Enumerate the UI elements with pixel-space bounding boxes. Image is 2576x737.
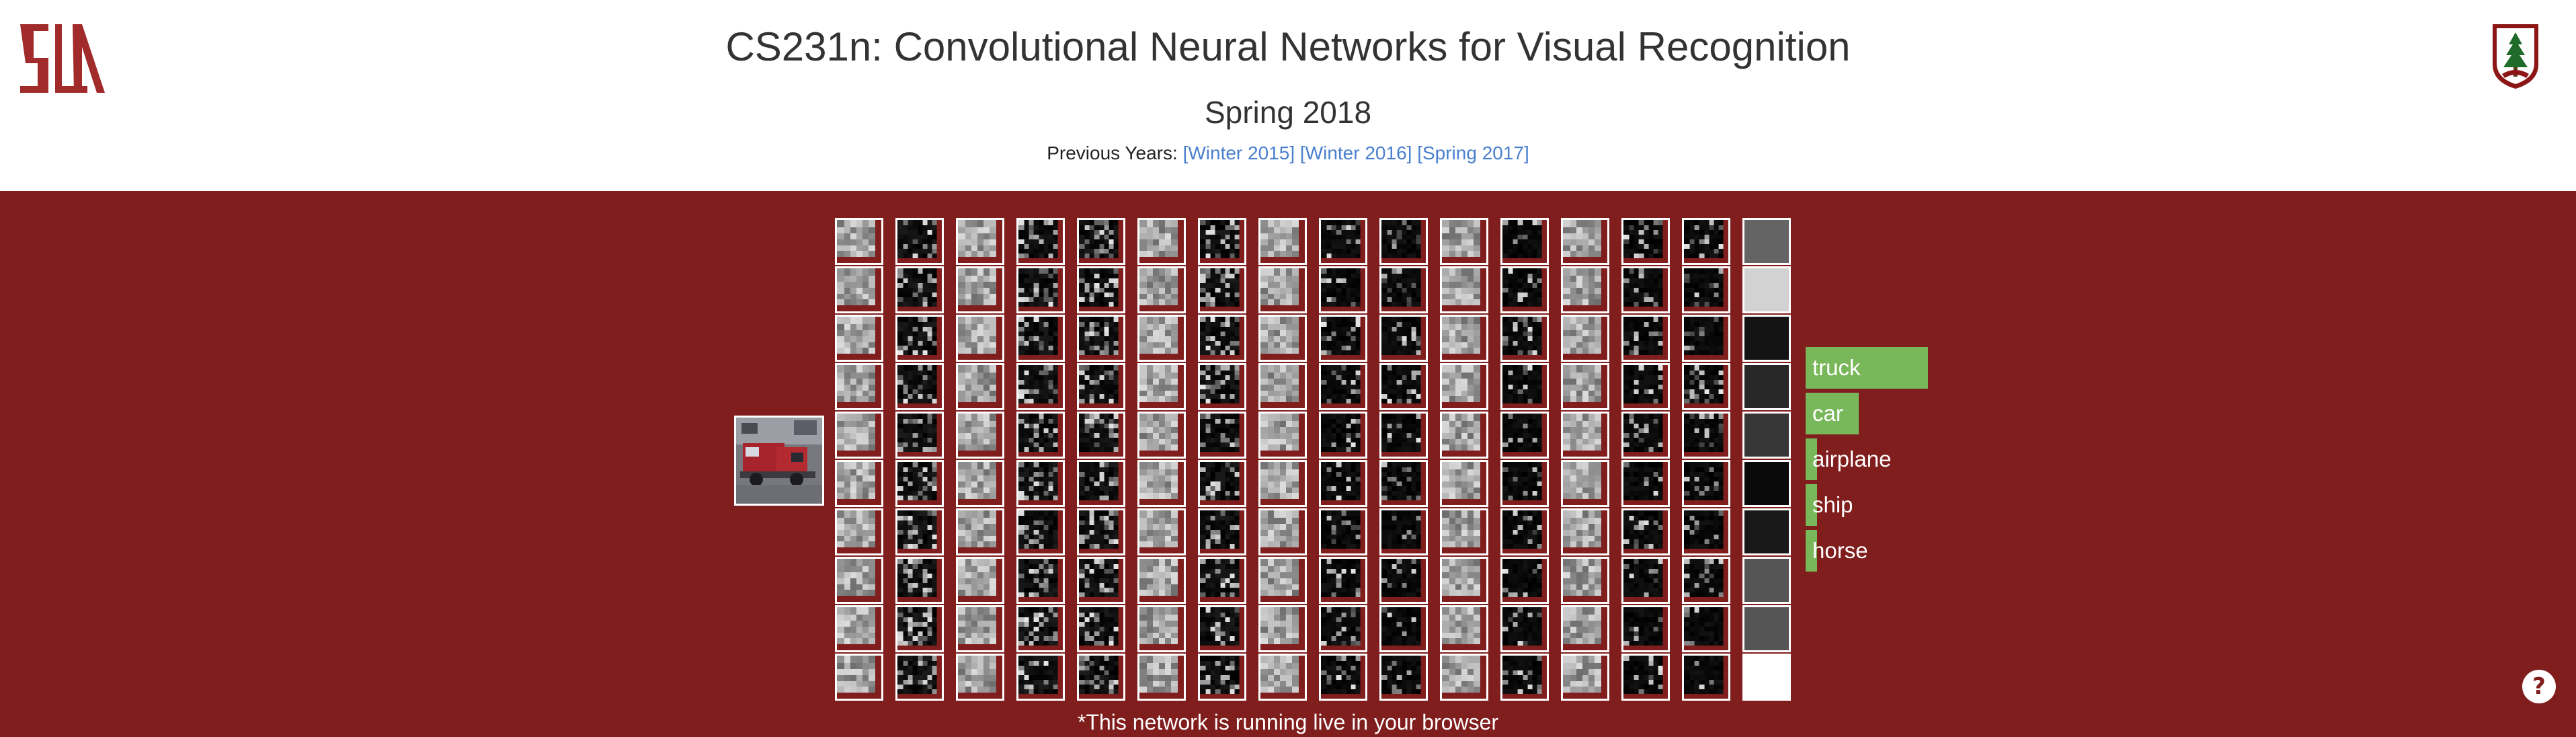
activation-map bbox=[1742, 557, 1791, 604]
previous-years-label: Previous Years: bbox=[1047, 143, 1178, 163]
activation-map bbox=[1319, 315, 1367, 362]
activation-map bbox=[1319, 557, 1367, 604]
activation-map bbox=[1561, 412, 1609, 459]
activation-map bbox=[1258, 508, 1307, 555]
activation-map bbox=[1379, 218, 1428, 265]
activation-map bbox=[1379, 412, 1428, 459]
activation-map bbox=[956, 557, 1004, 604]
activation-map bbox=[1621, 266, 1670, 313]
activation-map bbox=[1742, 412, 1791, 459]
activation-map bbox=[956, 508, 1004, 555]
visualization-banner bbox=[0, 191, 2576, 737]
activation-map bbox=[1682, 412, 1730, 459]
activation-map bbox=[895, 605, 944, 652]
activation-map bbox=[1561, 508, 1609, 555]
activation-map bbox=[1500, 218, 1549, 265]
activation-map bbox=[1682, 557, 1730, 604]
activation-map bbox=[1500, 605, 1549, 652]
activation-map bbox=[956, 363, 1004, 410]
activation-map bbox=[1077, 460, 1125, 507]
activation-map bbox=[1198, 460, 1246, 507]
activation-map bbox=[1440, 266, 1488, 313]
activation-map bbox=[1016, 315, 1065, 362]
activation-map bbox=[1137, 460, 1186, 507]
activation-map bbox=[1561, 460, 1609, 507]
activation-map bbox=[1440, 557, 1488, 604]
activation-map bbox=[1258, 557, 1307, 604]
activation-map bbox=[1137, 654, 1186, 701]
activation-map bbox=[1137, 315, 1186, 362]
previous-years bbox=[0, 140, 2576, 167]
activation-map bbox=[1621, 460, 1670, 507]
activation-map bbox=[835, 218, 883, 265]
activation-map bbox=[956, 654, 1004, 701]
activation-map bbox=[835, 266, 883, 313]
activation-map bbox=[1379, 315, 1428, 362]
activation-map bbox=[1016, 266, 1065, 313]
activation-map bbox=[1742, 363, 1791, 410]
activation-map bbox=[1077, 315, 1125, 362]
activation-map bbox=[1077, 508, 1125, 555]
activation-map bbox=[1137, 412, 1186, 459]
activation-map bbox=[1198, 363, 1246, 410]
activation-map bbox=[1077, 605, 1125, 652]
activation-map bbox=[1742, 266, 1791, 313]
activation-map bbox=[1500, 266, 1549, 313]
activation-map bbox=[1258, 315, 1307, 362]
activation-map bbox=[1198, 605, 1246, 652]
activation-map bbox=[1077, 557, 1125, 604]
activation-map bbox=[1742, 654, 1791, 701]
activation-map bbox=[1500, 557, 1549, 604]
activation-map bbox=[1016, 363, 1065, 410]
activation-map bbox=[835, 557, 883, 604]
activation-map bbox=[1016, 218, 1065, 265]
link-winter-2016[interactable]: [Winter 2016] bbox=[1299, 143, 1412, 163]
activation-map bbox=[1379, 654, 1428, 701]
activation-map bbox=[895, 557, 944, 604]
activation-map bbox=[895, 218, 944, 265]
activation-map bbox=[1258, 654, 1307, 701]
activation-map bbox=[956, 460, 1004, 507]
activation-map bbox=[1561, 654, 1609, 701]
activation-map bbox=[1561, 218, 1609, 265]
activation-map bbox=[1440, 315, 1488, 362]
activation-map bbox=[1742, 508, 1791, 555]
activation-map bbox=[1258, 266, 1307, 313]
activation-map bbox=[1682, 266, 1730, 313]
activation-map bbox=[956, 218, 1004, 265]
activation-map bbox=[1621, 363, 1670, 410]
activation-map bbox=[1682, 654, 1730, 701]
activation-map bbox=[1319, 654, 1367, 701]
activation-map bbox=[1077, 218, 1125, 265]
activation-map bbox=[835, 460, 883, 507]
activation-map bbox=[956, 605, 1004, 652]
activation-map bbox=[1682, 460, 1730, 507]
prediction-row bbox=[1806, 530, 2075, 572]
activation-map bbox=[835, 363, 883, 410]
activation-map bbox=[1742, 315, 1791, 362]
activation-map bbox=[1137, 557, 1186, 604]
activation-map bbox=[1621, 508, 1670, 555]
activation-map bbox=[1319, 412, 1367, 459]
prediction-row bbox=[1806, 393, 2075, 434]
activation-map bbox=[1198, 412, 1246, 459]
activation-map bbox=[835, 412, 883, 459]
activation-map bbox=[1137, 266, 1186, 313]
activation-map bbox=[1198, 266, 1246, 313]
activation-map bbox=[1440, 218, 1488, 265]
activation-map bbox=[956, 266, 1004, 313]
activation-map bbox=[956, 315, 1004, 362]
activation-map bbox=[1561, 605, 1609, 652]
activation-map bbox=[1500, 315, 1549, 362]
activation-map bbox=[1561, 315, 1609, 362]
activation-map bbox=[1561, 557, 1609, 604]
activation-map bbox=[1319, 508, 1367, 555]
activation-map bbox=[1682, 218, 1730, 265]
activation-map bbox=[1500, 412, 1549, 459]
activation-map bbox=[1016, 460, 1065, 507]
activation-map bbox=[895, 315, 944, 362]
activation-map bbox=[1742, 460, 1791, 507]
activation-map bbox=[1621, 218, 1670, 265]
activation-map bbox=[1440, 363, 1488, 410]
activation-map bbox=[1500, 654, 1549, 701]
prediction-label: truck bbox=[1812, 355, 1861, 380]
prediction-label: ship bbox=[1812, 492, 1853, 517]
activation-map bbox=[1500, 363, 1549, 410]
activation-map bbox=[1258, 460, 1307, 507]
prediction-label: car bbox=[1812, 401, 1843, 426]
activation-map bbox=[1561, 266, 1609, 313]
activation-map bbox=[1077, 363, 1125, 410]
activation-map bbox=[1500, 460, 1549, 507]
activation-map bbox=[895, 412, 944, 459]
activation-map bbox=[835, 654, 883, 701]
activation-map bbox=[1077, 266, 1125, 313]
activation-map bbox=[1742, 218, 1791, 265]
activation-map bbox=[1198, 315, 1246, 362]
activation-map bbox=[1682, 605, 1730, 652]
activation-map bbox=[956, 412, 1004, 459]
activation-map bbox=[895, 363, 944, 410]
activation-map bbox=[1440, 460, 1488, 507]
activation-map bbox=[1621, 412, 1670, 459]
activation-map bbox=[1319, 605, 1367, 652]
activation-map bbox=[1137, 605, 1186, 652]
activation-map bbox=[1621, 605, 1670, 652]
activation-map bbox=[1621, 654, 1670, 701]
activation-map bbox=[895, 508, 944, 555]
page-title: CS231n: Convolutional Neural Networks for Visual Recognition bbox=[725, 24, 1851, 69]
activation-map bbox=[1258, 605, 1307, 652]
header bbox=[0, 0, 2576, 191]
activation-map bbox=[1440, 508, 1488, 555]
activation-map bbox=[1440, 605, 1488, 652]
activation-map bbox=[1621, 315, 1670, 362]
activation-map bbox=[835, 605, 883, 652]
layer-activations bbox=[0, 191, 2576, 737]
live-note: *This network is running live in your browser bbox=[1077, 710, 1499, 734]
prediction-label: airplane bbox=[1812, 447, 1892, 471]
activation-map bbox=[1440, 412, 1488, 459]
activation-map bbox=[1319, 460, 1367, 507]
activation-map bbox=[1682, 315, 1730, 362]
activation-map bbox=[1258, 363, 1307, 410]
activation-map bbox=[835, 315, 883, 362]
stanford-tree-logo-icon[interactable] bbox=[2493, 24, 2538, 89]
activation-map bbox=[1016, 605, 1065, 652]
activation-map bbox=[1016, 557, 1065, 604]
activation-map bbox=[835, 508, 883, 555]
activation-map bbox=[895, 266, 944, 313]
activation-map bbox=[1198, 218, 1246, 265]
activation-map bbox=[1440, 654, 1488, 701]
activation-map bbox=[1258, 412, 1307, 459]
activation-map bbox=[1137, 218, 1186, 265]
activation-map bbox=[1379, 508, 1428, 555]
activation-map bbox=[1682, 363, 1730, 410]
prediction-label: horse bbox=[1812, 538, 1868, 563]
activation-map bbox=[895, 654, 944, 701]
activation-map bbox=[1500, 508, 1549, 555]
activation-map bbox=[1258, 218, 1307, 265]
activation-map bbox=[1682, 508, 1730, 555]
activation-map bbox=[1319, 363, 1367, 410]
activation-map bbox=[1379, 557, 1428, 604]
activation-map bbox=[1379, 460, 1428, 507]
activation-map bbox=[1016, 412, 1065, 459]
activation-map bbox=[1198, 654, 1246, 701]
help-button[interactable]: ? bbox=[2522, 670, 2556, 703]
activation-map bbox=[1137, 363, 1186, 410]
activation-map bbox=[1016, 654, 1065, 701]
prediction-row bbox=[1806, 484, 2075, 526]
link-spring-2017[interactable]: [Spring 2017] bbox=[1417, 143, 1529, 163]
activation-map bbox=[1379, 605, 1428, 652]
activation-map bbox=[1077, 412, 1125, 459]
activation-map bbox=[1319, 218, 1367, 265]
activation-map bbox=[1379, 266, 1428, 313]
activation-map bbox=[1379, 363, 1428, 410]
prediction-row bbox=[1806, 438, 2075, 480]
activation-map bbox=[1742, 605, 1791, 652]
link-winter-2015[interactable]: [Winter 2015] bbox=[1182, 143, 1295, 163]
prediction-row bbox=[1806, 347, 2075, 389]
activation-map bbox=[1016, 508, 1065, 555]
activation-map bbox=[1137, 508, 1186, 555]
activation-map bbox=[1077, 654, 1125, 701]
term-title: Spring 2018 bbox=[1204, 95, 1372, 130]
activation-map bbox=[1198, 508, 1246, 555]
activation-map bbox=[1319, 266, 1367, 313]
activation-map bbox=[1198, 557, 1246, 604]
activation-map bbox=[1561, 363, 1609, 410]
activation-map bbox=[895, 460, 944, 507]
activation-map bbox=[1621, 557, 1670, 604]
